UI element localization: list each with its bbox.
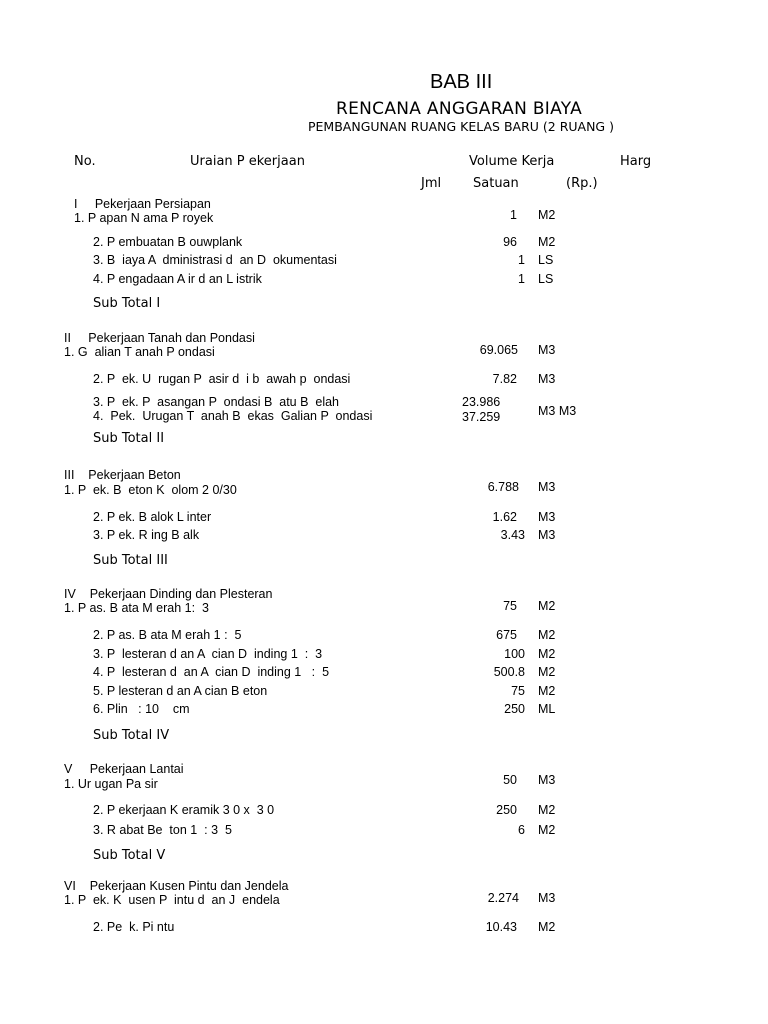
header-rp: (Rp.) xyxy=(566,176,598,191)
item-qty: 100 xyxy=(504,647,525,661)
item-qty: 250 xyxy=(504,702,525,716)
item-qty: 1.62 xyxy=(492,510,517,524)
header-no: No. xyxy=(74,154,96,169)
item-unit: M2 xyxy=(538,684,556,698)
header-satuan: Satuan xyxy=(473,176,519,191)
item-unit: M2 xyxy=(538,208,556,222)
section-heading: I Pekerjaan Persiapan xyxy=(74,197,211,211)
item-unit: M3 M3 xyxy=(538,404,577,418)
item-unit: M2 xyxy=(538,803,556,817)
item-unit: M2 xyxy=(538,920,556,934)
item-qty: 1 xyxy=(518,272,525,286)
item-label: 2. P ek. B alok L inter xyxy=(93,510,212,524)
item-label: 2. P ek. U rugan P asir d i b awah p ondasi xyxy=(93,372,351,386)
item-qty: 10.43 xyxy=(485,920,517,934)
item-unit: M2 xyxy=(538,823,556,837)
item-unit: ML xyxy=(538,702,556,716)
subtotal-label: Sub Total I xyxy=(93,296,161,311)
subtotal-label: Sub Total II xyxy=(93,431,165,446)
item-label: 1. G alian T anah P ondasi xyxy=(64,345,215,359)
item-unit: M3 xyxy=(538,372,556,386)
item-qty: 37.259 xyxy=(462,410,501,424)
item-qty: 500.8 xyxy=(493,665,525,679)
item-label: 6. Plin : 10 cm xyxy=(93,702,190,716)
item-label: 3. P ek. P asangan P ondasi B atu B elah xyxy=(93,395,340,409)
item-unit: M3 xyxy=(538,528,556,542)
item-qty: 1 xyxy=(510,208,517,222)
item-unit: M2 xyxy=(538,665,556,679)
header-uraian: Uraian P ekerjaan xyxy=(190,154,305,169)
header-jml: Jml xyxy=(421,176,442,191)
item-label: 2. P ekerjaan K eramik 3 0 x 3 0 xyxy=(93,803,275,817)
item-label: 1. P apan N ama P royek xyxy=(74,211,214,225)
item-unit: M3 xyxy=(538,343,556,357)
doc-title: BAB III xyxy=(430,71,493,93)
item-label: 1. P ek. B eton K olom 2 0/30 xyxy=(64,483,237,497)
subtotal-label: Sub Total IV xyxy=(93,728,170,743)
section-heading: V Pekerjaan Lantai xyxy=(64,762,184,776)
item-qty: 6 xyxy=(518,823,525,837)
item-unit: LS xyxy=(538,272,554,286)
item-qty: 7.82 xyxy=(492,372,517,386)
project-name: PEMBANGUNAN RUANG KELAS BARU (2 RUANG ) xyxy=(308,119,614,134)
item-label: 4. P lesteran d an A cian D inding 1 : 5 xyxy=(93,665,330,679)
header-harga: Harg xyxy=(620,154,652,169)
subtotal-label: Sub Total V xyxy=(93,848,166,863)
item-label: 1. Ur ugan Pa sir xyxy=(64,777,158,791)
item-label: 3. B iaya A dministrasi d an D okumentasi xyxy=(93,253,337,267)
item-unit: M2 xyxy=(538,628,556,642)
item-unit: M3 xyxy=(538,773,556,787)
item-qty: 1 xyxy=(518,253,525,267)
item-label: 4. Pek. Urugan T anah B ekas Galian P ondasi xyxy=(93,409,373,423)
item-qty: 675 xyxy=(496,628,517,642)
section-heading: VI Pekerjaan Kusen Pintu dan Jendela xyxy=(64,879,289,893)
item-label: 1. P ek. K usen P intu d an J endela xyxy=(64,893,280,907)
item-qty: 69.065 xyxy=(479,343,518,357)
item-label: 2. P embuatan B ouwplank xyxy=(93,235,243,249)
item-unit: M3 xyxy=(538,510,556,524)
header-volume: Volume Kerja xyxy=(469,154,555,169)
item-label: 2. Pe k. Pi ntu xyxy=(93,920,175,934)
section-heading: II Pekerjaan Tanah dan Pondasi xyxy=(64,331,255,345)
item-unit: M2 xyxy=(538,647,556,661)
item-label: 3. R abat Be ton 1 : 3 5 xyxy=(93,823,232,837)
item-qty: 3.43 xyxy=(500,528,525,542)
item-label: 3. P lesteran d an A cian D inding 1 : 3 xyxy=(93,647,323,661)
section-heading: III Pekerjaan Beton xyxy=(64,468,181,482)
item-unit: M2 xyxy=(538,599,556,613)
section-heading: IV Pekerjaan Dinding dan Plesteran xyxy=(64,587,273,601)
item-qty: 50 xyxy=(503,773,517,787)
item-label: 5. P lesteran d an A cian B eton xyxy=(93,684,268,698)
item-label: 3. P ek. R ing B alk xyxy=(93,528,200,542)
item-qty: 2.274 xyxy=(487,891,519,905)
item-qty: 23.986 xyxy=(462,395,501,409)
subtotal-label: Sub Total III xyxy=(93,553,168,568)
item-unit: M3 xyxy=(538,891,556,905)
item-label: 1. P as. B ata M erah 1: 3 xyxy=(64,601,209,615)
item-unit: M3 xyxy=(538,480,556,494)
item-qty: 96 xyxy=(503,235,517,249)
item-qty: 250 xyxy=(496,803,517,817)
item-label: 2. P as. B ata M erah 1 : 5 xyxy=(93,628,242,642)
item-qty: 6.788 xyxy=(487,480,519,494)
item-unit: M2 xyxy=(538,235,556,249)
item-qty: 75 xyxy=(511,684,525,698)
item-unit: LS xyxy=(538,253,554,267)
item-label: 4. P engadaan A ir d an L istrik xyxy=(93,272,262,286)
item-qty: 75 xyxy=(503,599,517,613)
doc-subtitle: RENCANA ANGGARAN BIAYA xyxy=(336,99,582,119)
